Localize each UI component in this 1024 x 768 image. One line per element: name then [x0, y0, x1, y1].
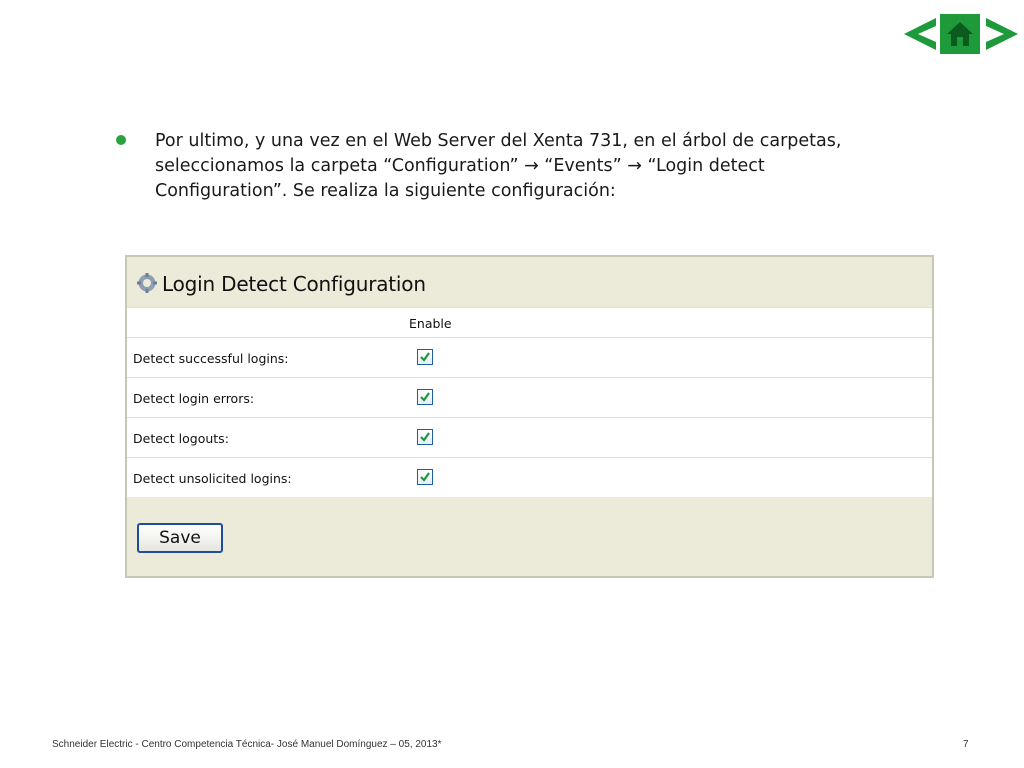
panel-header — [127, 257, 932, 307]
table-row — [127, 457, 932, 497]
page-number: 7 — [963, 739, 969, 750]
previous-slide-button[interactable] — [900, 12, 940, 56]
slide-navigation — [900, 12, 1022, 56]
bullet-paragraph: Por ultimo, y una vez en el Web Server del Xenta 731, en el árbol de carpetas, seleccionamos la carpeta “Configuration” → “Events” → “Login detect Configuration”. Se realiza la siguiente configuración: — [155, 131, 842, 201]
row-label: Detect logouts: — [133, 431, 229, 446]
next-slide-button[interactable] — [982, 12, 1022, 56]
checkmark-icon — [419, 391, 431, 403]
checkmark-icon — [419, 351, 431, 363]
chevron-right-icon — [982, 12, 1022, 56]
row-label: Detect unsolicited logins: — [133, 471, 292, 486]
checkmark-icon — [419, 431, 431, 443]
checkmark-icon — [419, 471, 431, 483]
table-row — [127, 337, 932, 377]
detect-successful-logins-checkbox[interactable] — [417, 349, 433, 365]
home-icon — [946, 20, 974, 48]
chevron-left-icon — [900, 12, 940, 56]
login-detect-configuration-panel — [125, 255, 934, 578]
footer-text: Schneider Electric - Centro Competencia Técnica- José Manuel Domínguez – 05, 2013* — [52, 739, 442, 750]
panel-title: Login Detect Configuration — [162, 272, 426, 296]
home-button[interactable] — [940, 14, 980, 54]
row-label: Detect successful logins: — [133, 351, 289, 366]
detect-logouts-checkbox[interactable] — [417, 429, 433, 445]
row-label: Detect login errors: — [133, 391, 255, 406]
column-header-enable: Enable — [409, 316, 452, 331]
settings-table — [127, 307, 932, 497]
detect-login-errors-checkbox[interactable] — [417, 389, 433, 405]
save-button[interactable]: Save — [137, 523, 223, 553]
table-row — [127, 377, 932, 417]
gear-icon — [137, 273, 157, 293]
detect-unsolicited-logins-checkbox[interactable] — [417, 469, 433, 485]
table-row — [127, 417, 932, 457]
bullet-dot — [116, 135, 126, 145]
table-header-row — [127, 307, 932, 337]
